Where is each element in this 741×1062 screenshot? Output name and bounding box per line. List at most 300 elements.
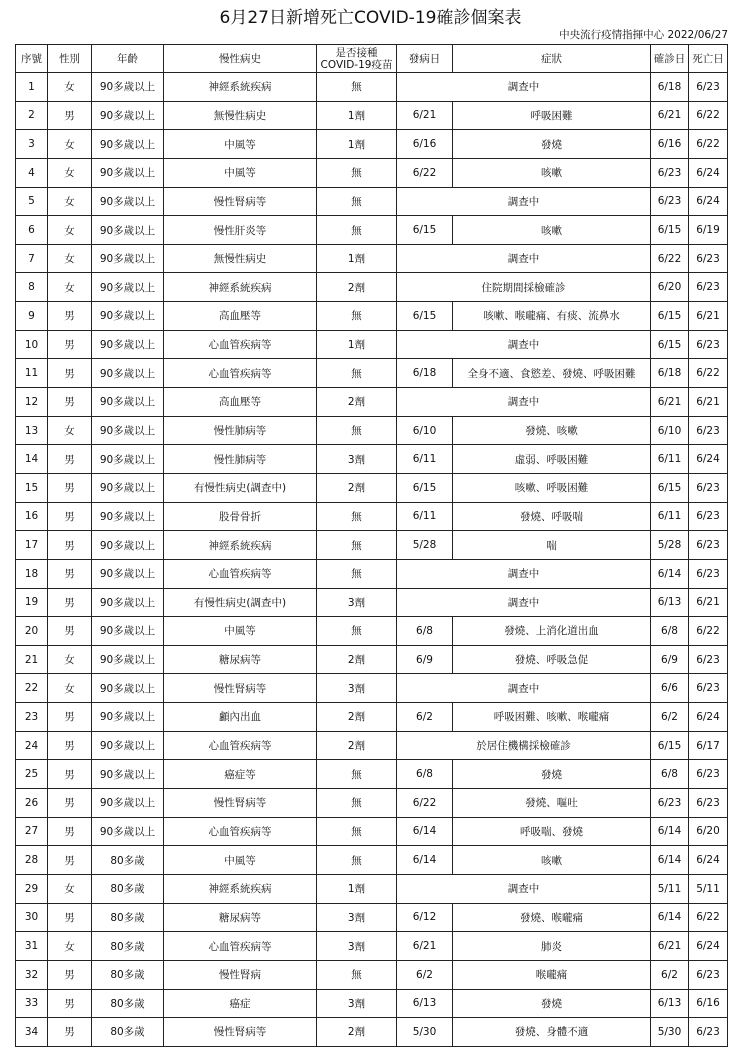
cell-sex: 男 — [48, 531, 92, 560]
cell-no: 12 — [16, 388, 48, 417]
cell-no: 14 — [16, 445, 48, 474]
cell-vaccine: 3劑 — [317, 903, 397, 932]
cell-sex: 男 — [48, 445, 92, 474]
cell-history: 高血壓等 — [164, 388, 317, 417]
table-header-row — [16, 45, 728, 73]
table-row — [16, 416, 728, 445]
cell-vaccine: 無 — [317, 302, 397, 331]
cell-vaccine: 無 — [317, 817, 397, 846]
cell-symptoms: 喘 — [453, 531, 651, 560]
header-vaccine: 是否接種COVID-19疫苗 — [317, 45, 397, 73]
cell-no: 21 — [16, 645, 48, 674]
cell-age: 90多歲以上 — [92, 158, 164, 187]
cell-sex: 男 — [48, 846, 92, 875]
cell-confirm: 6/23 — [651, 158, 689, 187]
table-row — [16, 359, 728, 388]
cell-sex: 女 — [48, 130, 92, 159]
cell-symptoms: 發燒 — [453, 760, 651, 789]
cell-symptoms: 住院期間採檢確診 — [397, 273, 651, 302]
cell-death: 6/22 — [689, 130, 728, 159]
cell-death: 6/23 — [689, 1018, 728, 1047]
cell-age: 80多歲 — [92, 989, 164, 1018]
cell-age: 90多歲以上 — [92, 416, 164, 445]
cell-no: 32 — [16, 960, 48, 989]
cell-no: 26 — [16, 789, 48, 818]
cell-sex: 男 — [48, 703, 92, 732]
cell-symptoms: 肺炎 — [453, 932, 651, 961]
cell-vaccine: 2劑 — [317, 645, 397, 674]
cell-confirm: 5/30 — [651, 1018, 689, 1047]
cell-history: 中風等 — [164, 158, 317, 187]
cell-history: 顱內出血 — [164, 703, 317, 732]
cell-vaccine: 3劑 — [317, 588, 397, 617]
cell-age: 90多歲以上 — [92, 359, 164, 388]
cell-history: 神經系統疾病 — [164, 73, 317, 102]
cell-age: 90多歲以上 — [92, 731, 164, 760]
cell-age: 80多歲 — [92, 846, 164, 875]
table-row — [16, 302, 728, 331]
cell-confirm: 6/23 — [651, 187, 689, 216]
table-row — [16, 645, 728, 674]
table-row — [16, 903, 728, 932]
cell-age: 90多歲以上 — [92, 101, 164, 130]
cell-vaccine: 無 — [317, 531, 397, 560]
cell-onset: 6/22 — [397, 789, 453, 818]
cell-confirm: 6/14 — [651, 817, 689, 846]
cell-symptoms: 發燒、喉嚨痛 — [453, 903, 651, 932]
cell-vaccine: 3劑 — [317, 674, 397, 703]
cell-symptoms: 咳嗽 — [453, 158, 651, 187]
cell-no: 6 — [16, 216, 48, 245]
cell-history: 中風等 — [164, 846, 317, 875]
cell-history: 慢性腎病 — [164, 960, 317, 989]
cell-death: 6/23 — [689, 73, 728, 102]
cell-age: 80多歲 — [92, 1018, 164, 1047]
cell-symptoms: 調查中 — [397, 244, 651, 273]
cell-vaccine: 無 — [317, 158, 397, 187]
cell-age: 90多歲以上 — [92, 187, 164, 216]
cell-age: 90多歲以上 — [92, 789, 164, 818]
cell-onset: 6/14 — [397, 846, 453, 875]
cell-history: 心血管疾病等 — [164, 731, 317, 760]
cell-sex: 男 — [48, 817, 92, 846]
cell-symptoms: 咳嗽 — [453, 846, 651, 875]
cell-no: 28 — [16, 846, 48, 875]
cell-confirm: 6/2 — [651, 703, 689, 732]
cell-death: 6/24 — [689, 932, 728, 961]
table-row — [16, 130, 728, 159]
cell-age: 90多歲以上 — [92, 244, 164, 273]
cell-death: 6/21 — [689, 588, 728, 617]
cell-no: 22 — [16, 674, 48, 703]
table-row — [16, 1018, 728, 1047]
cell-sex: 男 — [48, 559, 92, 588]
cell-symptoms: 發燒 — [453, 130, 651, 159]
cell-sex: 男 — [48, 989, 92, 1018]
cell-onset: 6/11 — [397, 445, 453, 474]
issuer-date: 中央流行疫情指揮中心 2022/06/27 — [559, 29, 728, 41]
cell-history: 神經系統疾病 — [164, 273, 317, 302]
cell-confirm: 6/15 — [651, 330, 689, 359]
cell-vaccine: 2劑 — [317, 273, 397, 302]
cell-vaccine: 無 — [317, 760, 397, 789]
cell-vaccine: 無 — [317, 789, 397, 818]
cell-confirm: 6/15 — [651, 302, 689, 331]
cell-history: 心血管疾病等 — [164, 330, 317, 359]
cell-no: 16 — [16, 502, 48, 531]
cell-sex: 男 — [48, 473, 92, 502]
cell-symptoms: 調查中 — [397, 674, 651, 703]
table-row — [16, 731, 728, 760]
cell-history: 糖尿病等 — [164, 645, 317, 674]
cell-onset: 6/2 — [397, 960, 453, 989]
cell-age: 90多歲以上 — [92, 445, 164, 474]
cell-history: 高血壓等 — [164, 302, 317, 331]
table-row — [16, 617, 728, 646]
cell-history: 心血管疾病等 — [164, 559, 317, 588]
cell-death: 6/23 — [689, 330, 728, 359]
cell-vaccine: 1劑 — [317, 130, 397, 159]
table-body — [16, 73, 728, 1047]
cell-age: 90多歲以上 — [92, 502, 164, 531]
cell-onset: 6/15 — [397, 473, 453, 502]
cell-symptoms: 調查中 — [397, 874, 651, 903]
cell-vaccine: 無 — [317, 73, 397, 102]
cell-confirm: 6/21 — [651, 388, 689, 417]
cell-no: 1 — [16, 73, 48, 102]
cell-confirm: 6/14 — [651, 903, 689, 932]
cell-sex: 女 — [48, 874, 92, 903]
cell-vaccine: 2劑 — [317, 388, 397, 417]
cell-sex: 男 — [48, 330, 92, 359]
cell-vaccine: 無 — [317, 359, 397, 388]
table-row — [16, 273, 728, 302]
cell-history: 心血管疾病等 — [164, 932, 317, 961]
cell-vaccine: 1劑 — [317, 330, 397, 359]
cell-age: 80多歲 — [92, 874, 164, 903]
cell-confirm: 6/20 — [651, 273, 689, 302]
cell-symptoms: 呼吸困難、咳嗽、喉嚨痛 — [453, 703, 651, 732]
cell-age: 90多歲以上 — [92, 760, 164, 789]
cell-age: 90多歲以上 — [92, 531, 164, 560]
cell-symptoms: 咳嗽、呼吸困難 — [453, 473, 651, 502]
cell-history: 慢性肝炎等 — [164, 216, 317, 245]
cell-vaccine: 1劑 — [317, 244, 397, 273]
cell-age: 90多歲以上 — [92, 559, 164, 588]
cell-confirm: 6/13 — [651, 588, 689, 617]
cell-onset: 6/22 — [397, 158, 453, 187]
cell-confirm: 6/21 — [651, 101, 689, 130]
cell-history: 慢性肺病等 — [164, 416, 317, 445]
header-history: 慢性病史 — [164, 45, 317, 73]
cell-onset: 6/15 — [397, 302, 453, 331]
header-sex: 性別 — [48, 45, 92, 73]
table-row — [16, 960, 728, 989]
cell-onset: 6/12 — [397, 903, 453, 932]
table-row — [16, 187, 728, 216]
cell-symptoms: 發燒 — [453, 989, 651, 1018]
table-row — [16, 989, 728, 1018]
cell-sex: 女 — [48, 674, 92, 703]
cell-symptoms: 發燒、咳嗽 — [453, 416, 651, 445]
cell-death: 6/24 — [689, 445, 728, 474]
cell-age: 90多歲以上 — [92, 216, 164, 245]
cell-no: 17 — [16, 531, 48, 560]
cell-no: 15 — [16, 473, 48, 502]
cell-symptoms: 全身不適、食慾差、發燒、呼吸困難 — [453, 359, 651, 388]
cell-vaccine: 2劑 — [317, 473, 397, 502]
cell-symptoms: 調查中 — [397, 388, 651, 417]
cell-death: 6/16 — [689, 989, 728, 1018]
cell-onset: 6/15 — [397, 216, 453, 245]
cell-sex: 男 — [48, 760, 92, 789]
cell-onset: 6/10 — [397, 416, 453, 445]
header-no: 序號 — [16, 45, 48, 73]
cell-onset: 6/2 — [397, 703, 453, 732]
cell-sex: 女 — [48, 645, 92, 674]
cell-symptoms: 發燒、身體不適 — [453, 1018, 651, 1047]
cell-sex: 男 — [48, 588, 92, 617]
cell-history: 股骨骨折 — [164, 502, 317, 531]
cell-no: 23 — [16, 703, 48, 732]
cell-death: 6/24 — [689, 187, 728, 216]
cell-onset: 6/13 — [397, 989, 453, 1018]
cell-no: 24 — [16, 731, 48, 760]
cell-history: 慢性腎病等 — [164, 187, 317, 216]
cell-age: 90多歲以上 — [92, 302, 164, 331]
cell-death: 6/24 — [689, 846, 728, 875]
cell-death: 6/23 — [689, 502, 728, 531]
cell-symptoms: 呼吸困難 — [453, 101, 651, 130]
cell-age: 80多歲 — [92, 960, 164, 989]
cell-vaccine: 無 — [317, 960, 397, 989]
cell-age: 90多歲以上 — [92, 674, 164, 703]
cell-history: 心血管疾病等 — [164, 359, 317, 388]
cell-age: 80多歲 — [92, 903, 164, 932]
cell-confirm: 6/15 — [651, 473, 689, 502]
cell-onset: 6/11 — [397, 502, 453, 531]
cell-death: 6/24 — [689, 703, 728, 732]
table-row — [16, 874, 728, 903]
table-row — [16, 73, 728, 102]
cell-vaccine: 1劑 — [317, 874, 397, 903]
cell-symptoms: 調查中 — [397, 73, 651, 102]
cell-confirm: 6/13 — [651, 989, 689, 1018]
cell-history: 糖尿病等 — [164, 903, 317, 932]
cell-sex: 男 — [48, 302, 92, 331]
cell-age: 90多歲以上 — [92, 273, 164, 302]
cell-no: 10 — [16, 330, 48, 359]
cell-history: 癌症 — [164, 989, 317, 1018]
cell-confirm: 6/2 — [651, 960, 689, 989]
cell-history: 心血管疾病等 — [164, 817, 317, 846]
cell-symptoms: 咳嗽 — [453, 216, 651, 245]
cell-onset: 6/9 — [397, 645, 453, 674]
cell-symptoms: 發燒、嘔吐 — [453, 789, 651, 818]
table-row — [16, 502, 728, 531]
cell-history: 有慢性病史(調查中) — [164, 588, 317, 617]
cell-no: 8 — [16, 273, 48, 302]
cell-confirm: 6/16 — [651, 130, 689, 159]
cell-sex: 男 — [48, 502, 92, 531]
cell-no: 27 — [16, 817, 48, 846]
cell-symptoms: 調查中 — [397, 559, 651, 588]
table-row — [16, 817, 728, 846]
cell-confirm: 6/9 — [651, 645, 689, 674]
cell-vaccine: 3劑 — [317, 932, 397, 961]
table-row — [16, 388, 728, 417]
cell-age: 90多歲以上 — [92, 130, 164, 159]
cell-death: 6/23 — [689, 416, 728, 445]
table-row — [16, 674, 728, 703]
cell-vaccine: 2劑 — [317, 1018, 397, 1047]
table-row — [16, 559, 728, 588]
header-death: 死亡日 — [689, 45, 728, 73]
table-row — [16, 588, 728, 617]
cell-history: 中風等 — [164, 617, 317, 646]
page-title: 6月27日新增死亡COVID-19確診個案表 — [219, 8, 522, 28]
cell-sex: 男 — [48, 388, 92, 417]
cell-sex: 女 — [48, 216, 92, 245]
cell-sex: 女 — [48, 273, 92, 302]
cell-age: 90多歲以上 — [92, 388, 164, 417]
cell-history: 慢性腎病等 — [164, 789, 317, 818]
cell-no: 31 — [16, 932, 48, 961]
cell-no: 5 — [16, 187, 48, 216]
cell-age: 90多歲以上 — [92, 703, 164, 732]
cell-symptoms: 發燒、呼吸喘 — [453, 502, 651, 531]
cell-history: 中風等 — [164, 130, 317, 159]
cell-no: 9 — [16, 302, 48, 331]
cases-table — [15, 44, 728, 1047]
cell-death: 6/23 — [689, 760, 728, 789]
cell-history: 無慢性病史 — [164, 101, 317, 130]
cell-symptoms: 咳嗽、喉嚨痛、有痰、流鼻水 — [453, 302, 651, 331]
cell-age: 90多歲以上 — [92, 330, 164, 359]
cell-sex: 女 — [48, 416, 92, 445]
cell-death: 6/23 — [689, 789, 728, 818]
cell-no: 13 — [16, 416, 48, 445]
cell-onset: 6/21 — [397, 932, 453, 961]
cell-confirm: 6/23 — [651, 789, 689, 818]
cell-history: 有慢性病史(調查中) — [164, 473, 317, 502]
table-row — [16, 445, 728, 474]
cell-vaccine: 無 — [317, 617, 397, 646]
cell-confirm: 6/10 — [651, 416, 689, 445]
cell-symptoms: 調查中 — [397, 588, 651, 617]
table-row — [16, 760, 728, 789]
cell-onset: 6/18 — [397, 359, 453, 388]
cell-confirm: 6/22 — [651, 244, 689, 273]
cell-vaccine: 2劑 — [317, 731, 397, 760]
cell-sex: 男 — [48, 359, 92, 388]
cell-vaccine: 3劑 — [317, 989, 397, 1018]
cell-vaccine: 無 — [317, 846, 397, 875]
cell-symptoms: 喉嚨痛 — [453, 960, 651, 989]
cell-death: 6/21 — [689, 388, 728, 417]
cell-confirm: 6/11 — [651, 502, 689, 531]
cell-confirm: 6/15 — [651, 216, 689, 245]
cell-age: 90多歲以上 — [92, 473, 164, 502]
table-row — [16, 244, 728, 273]
cell-no: 4 — [16, 158, 48, 187]
cell-sex: 男 — [48, 903, 92, 932]
cell-onset: 5/30 — [397, 1018, 453, 1047]
cell-symptoms: 呼吸喘、發燒 — [453, 817, 651, 846]
table-row — [16, 101, 728, 130]
cell-no: 2 — [16, 101, 48, 130]
cell-no: 29 — [16, 874, 48, 903]
cell-symptoms: 調查中 — [397, 187, 651, 216]
cell-death: 6/23 — [689, 273, 728, 302]
cell-death: 6/23 — [689, 473, 728, 502]
cell-death: 6/23 — [689, 645, 728, 674]
cell-confirm: 6/11 — [651, 445, 689, 474]
cell-history: 慢性肺病等 — [164, 445, 317, 474]
cell-vaccine: 無 — [317, 187, 397, 216]
cell-confirm: 6/15 — [651, 731, 689, 760]
cell-symptoms: 發燒、呼吸急促 — [453, 645, 651, 674]
cell-death: 6/22 — [689, 903, 728, 932]
cell-death: 6/17 — [689, 731, 728, 760]
cell-no: 20 — [16, 617, 48, 646]
cell-history: 神經系統疾病 — [164, 531, 317, 560]
table-row — [16, 158, 728, 187]
cell-vaccine: 無 — [317, 416, 397, 445]
cell-death: 6/22 — [689, 617, 728, 646]
table-row — [16, 789, 728, 818]
cell-vaccine: 2劑 — [317, 703, 397, 732]
cell-sex: 男 — [48, 1018, 92, 1047]
cell-age: 90多歲以上 — [92, 617, 164, 646]
cell-no: 7 — [16, 244, 48, 273]
cell-history: 慢性腎病等 — [164, 1018, 317, 1047]
cell-death: 5/11 — [689, 874, 728, 903]
cell-age: 90多歲以上 — [92, 645, 164, 674]
table-row — [16, 216, 728, 245]
cell-sex: 女 — [48, 73, 92, 102]
cell-death: 6/23 — [689, 559, 728, 588]
cell-onset: 6/16 — [397, 130, 453, 159]
cell-onset: 6/8 — [397, 760, 453, 789]
cell-sex: 女 — [48, 244, 92, 273]
cell-no: 34 — [16, 1018, 48, 1047]
cell-death: 6/22 — [689, 359, 728, 388]
table-row — [16, 330, 728, 359]
cell-age: 80多歲 — [92, 932, 164, 961]
cell-death: 6/22 — [689, 101, 728, 130]
cell-history: 神經系統疾病 — [164, 874, 317, 903]
cell-history: 慢性腎病等 — [164, 674, 317, 703]
cell-confirm: 6/18 — [651, 359, 689, 388]
cell-symptoms: 發燒、上消化道出血 — [453, 617, 651, 646]
cell-sex: 女 — [48, 158, 92, 187]
cell-death: 6/23 — [689, 960, 728, 989]
header-age: 年齡 — [92, 45, 164, 73]
cell-vaccine: 無 — [317, 502, 397, 531]
cell-age: 90多歲以上 — [92, 588, 164, 617]
cell-death: 6/23 — [689, 531, 728, 560]
cell-no: 30 — [16, 903, 48, 932]
cell-sex: 男 — [48, 960, 92, 989]
cell-sex: 男 — [48, 731, 92, 760]
cell-no: 25 — [16, 760, 48, 789]
cell-confirm: 6/21 — [651, 932, 689, 961]
header-symptoms: 症狀 — [453, 45, 651, 73]
cell-death: 6/23 — [689, 674, 728, 703]
header-onset: 發病日 — [397, 45, 453, 73]
cell-no: 18 — [16, 559, 48, 588]
